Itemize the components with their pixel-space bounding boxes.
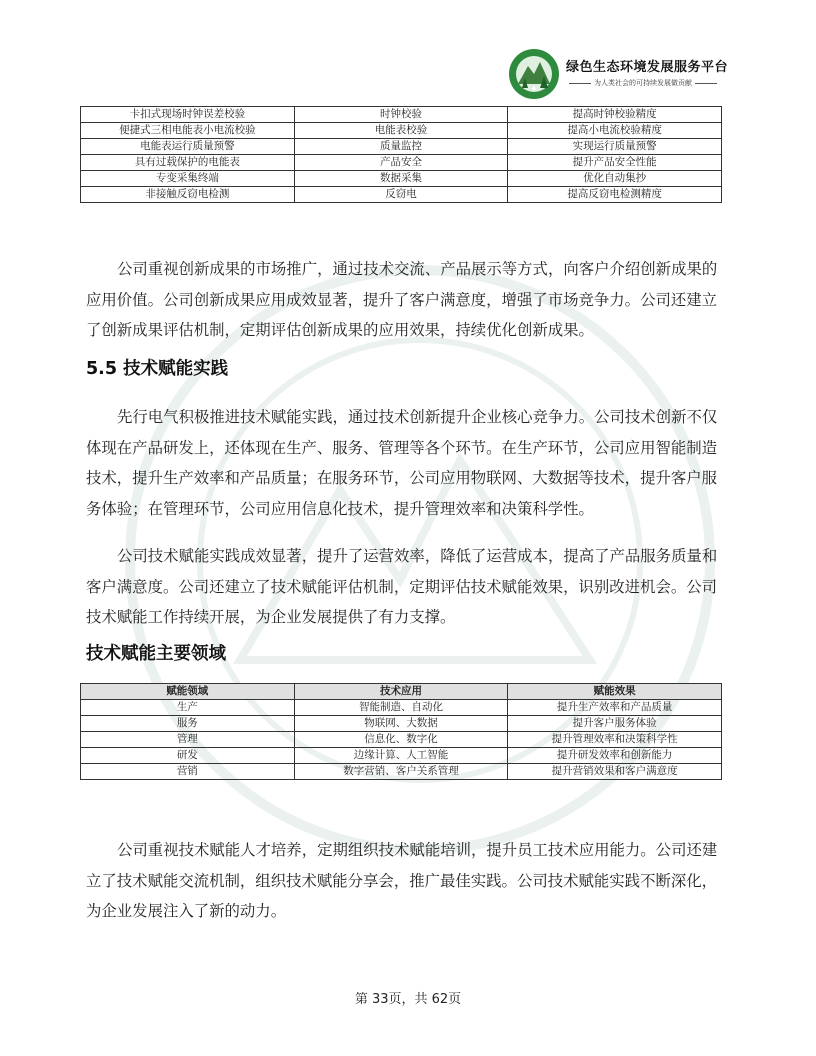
- column-header: 赋能领域: [81, 684, 295, 700]
- table-cell: 智能制造、自动化: [294, 700, 508, 716]
- table-cell: 提升生产效率和产品质量: [508, 700, 722, 716]
- table-row: [81, 123, 722, 139]
- empowerment-domains-table: [80, 683, 722, 780]
- table-cell: 营销: [81, 764, 295, 780]
- subsection-heading: 技术赋能主要领域: [86, 644, 226, 664]
- table-cell: 研发: [81, 748, 295, 764]
- table-cell: 具有过载保护的电能表: [81, 155, 295, 171]
- table-cell: 电能表运行质量预警: [81, 139, 295, 155]
- innovation-results-table: [80, 106, 722, 203]
- table-cell: 物联网、大数据: [294, 716, 508, 732]
- brand-title: 绿色生态环境发展服务平台: [566, 60, 729, 75]
- paragraph-innovation-promotion: 公司重视创新成果的市场推广，通过技术交流、产品展示等方式，向客户介绍创新成果的应用价值。公司创新成果应用成效显著，提升了客户满意度，增强了市场竞争力。公司还建立了创新成果评估机制，定期评估创新成果的应用效果，持续优化创新成果。: [86, 260, 718, 340]
- table-row: [81, 748, 722, 764]
- table-cell: 提升管理效率和决策科学性: [508, 732, 722, 748]
- table-cell: 质量监控: [294, 139, 508, 155]
- table-cell: 便捷式三相电能表小电流校验: [81, 123, 295, 139]
- table-row: [81, 187, 722, 203]
- table-cell: 服务: [81, 716, 295, 732]
- table-row: [81, 716, 722, 732]
- table-row: [81, 171, 722, 187]
- table-cell: 卡扣式现场时钟误差校验: [81, 107, 295, 123]
- table-header-row: [81, 684, 722, 700]
- table-cell: 信息化、数字化: [294, 732, 508, 748]
- table-cell: 时钟校验: [294, 107, 508, 123]
- page-header: [508, 48, 748, 102]
- section-heading: 5.5 技术赋能实践: [86, 359, 229, 379]
- page-number: 第 33页，共 62页: [354, 992, 462, 1007]
- forest-mountain-emblem-icon: [508, 48, 560, 100]
- table-cell: 非接触反窃电检测: [81, 187, 295, 203]
- column-header: 技术应用: [294, 684, 508, 700]
- table-cell: 提高反窃电检测精度: [508, 187, 722, 203]
- column-header: 赋能效果: [508, 684, 722, 700]
- table-cell: 数据采集: [294, 171, 508, 187]
- table-cell: 提高小电流校验精度: [508, 123, 722, 139]
- table-row: [81, 155, 722, 171]
- paragraph-empowerment-results: 公司技术赋能实践成效显著，提升了运营效率，降低了运营成本，提高了产品服务质量和客户满意度。公司还建立了技术赋能评估机制，定期评估技术赋能效果，识别改进机会。公司技术赋能工作持续开展，为企业发展提供了有力支撑。: [86, 547, 718, 627]
- table-cell: 提升产品安全性能: [508, 155, 722, 171]
- paragraph-talent-training: 公司重视技术赋能人才培养，定期组织技术赋能培训，提升员工技术应用能力。公司还建立了技术赋能交流机制，组织技术赋能分享会，推广最佳实践。公司技术赋能实践不断深化，为企业发展注入了新的动力。: [86, 841, 718, 921]
- table-cell: 专变采集终端: [81, 171, 295, 187]
- table-cell: 生产: [81, 700, 295, 716]
- table-cell: 提升研发效率和创新能力: [508, 748, 722, 764]
- table-row: [81, 700, 722, 716]
- table-cell: 优化自动集抄: [508, 171, 722, 187]
- table-cell: 电能表校验: [294, 123, 508, 139]
- table-row: [81, 764, 722, 780]
- table-cell: 产品安全: [294, 155, 508, 171]
- table-row: [81, 732, 722, 748]
- table-cell: 实现运行质量预警: [508, 139, 722, 155]
- brand-slogan: 为人类社会的可持续发展做贡献: [566, 78, 720, 88]
- table-row: [81, 139, 722, 155]
- table-cell: 管理: [81, 732, 295, 748]
- table-cell: 数字营销、客户关系管理: [294, 764, 508, 780]
- paragraph-tech-empowerment: 先行电气积极推进技术赋能实践，通过技术创新提升企业核心竞争力。公司技术创新不仅体现在产品研发上，还体现在生产、服务、管理等各个环节。在生产环节，公司应用智能制造技术，提升生产效率和产品质量；在服务环节，公司应用物联网、大数据等技术，提升客户服务体验；在管理环节，公司应用信息化技术，提升管理效率和决策科学性。: [86, 408, 718, 518]
- table-cell: 提升客户服务体验: [508, 716, 722, 732]
- table-cell: 边缘计算、人工智能: [294, 748, 508, 764]
- table-row: [81, 107, 722, 123]
- table-cell: 反窃电: [294, 187, 508, 203]
- table-cell: 提升营销效果和客户满意度: [508, 764, 722, 780]
- table-cell: 提高时钟校验精度: [508, 107, 722, 123]
